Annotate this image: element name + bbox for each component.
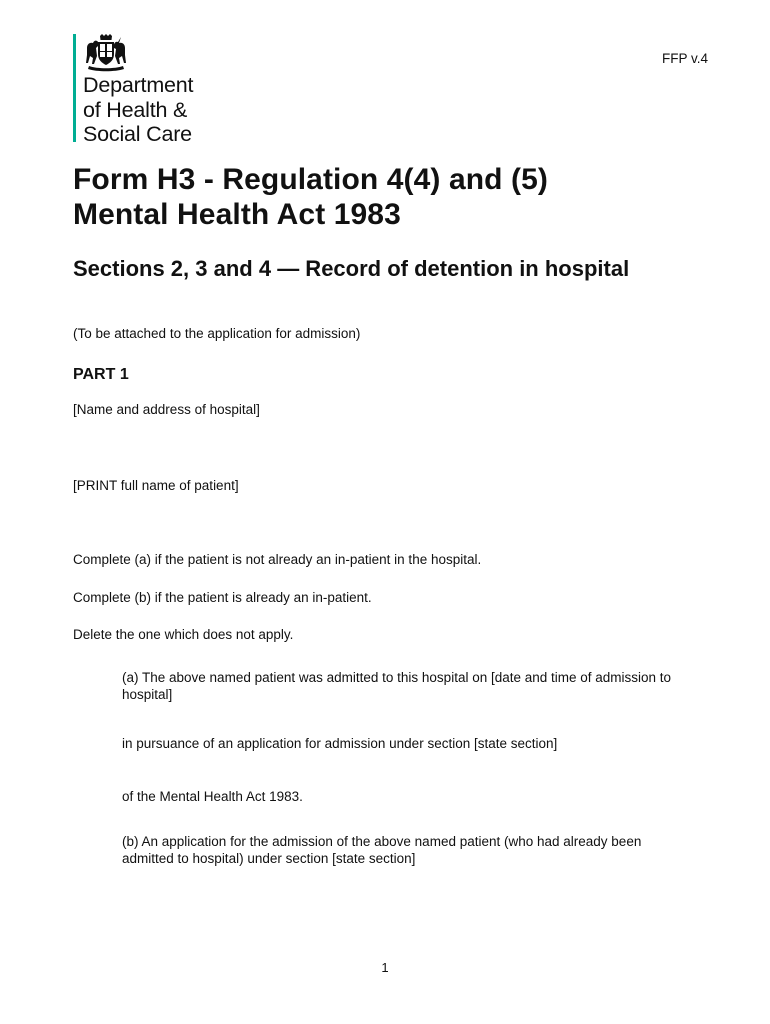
form-title-line-2: Mental Health Act 1983 [73,198,401,231]
form-title [73,162,713,232]
option-a-admission-date-text: (a) The above named patient was admitted to this hospital on [date and time of admission to hospital] [122,670,672,702]
department-line-1: Department [83,73,194,97]
department-line-3: Social Care [83,122,192,146]
instruction-option-b: Complete (b) if the patient is already an in-patient. [73,590,372,605]
attachment-note: (To be attached to the application for admission) [73,326,361,341]
royal-coat-of-arms-icon [83,34,129,72]
option-a-act-text: of the Mental Health Act 1983. [122,789,303,804]
department-line-2: of Health & [83,97,188,122]
option-a-section-text: in pursuance of an application for admission under section [state section] [122,736,558,751]
instruction-option-a: Complete (a) if the patient is not already an in-patient in the hospital. [73,552,482,567]
page-number: 1 [381,960,389,975]
form-title-line-1: Form H3 - Regulation 4(4) and (5) [73,163,548,196]
patient-name-label: [PRINT full name of patient] [73,478,239,493]
form-version: FFP v.4 [661,51,708,66]
hospital-name-label: [Name and address of hospital] [73,402,260,417]
department-logotype [83,73,193,147]
option-b-application-text: (b) An application for the admission of the above named patient (who had already been admitted to hospital) under section [state section] [122,834,642,866]
part-1-heading: PART 1 [73,366,129,383]
instruction-delete: Delete the one which does not apply. [73,627,294,642]
logo-accent-rule [73,34,76,142]
form-subtitle: Sections 2, 3 and 4 — Record of detention in hospital [73,256,630,281]
